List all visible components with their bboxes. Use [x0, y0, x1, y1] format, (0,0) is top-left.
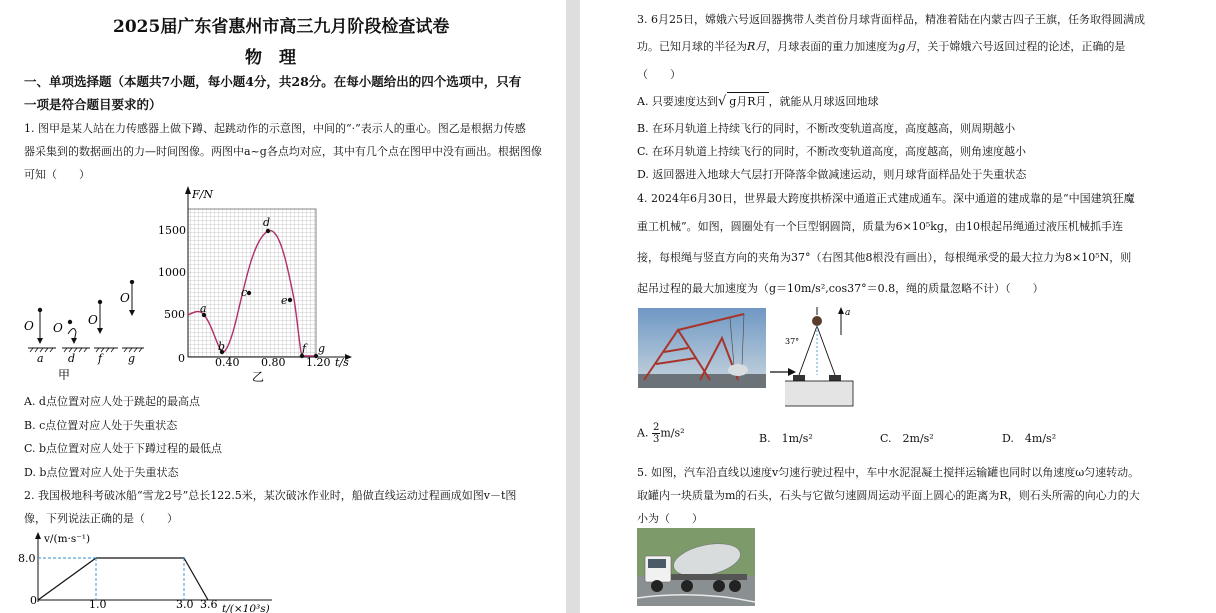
exam-title: 2025届广东省惠州市高三九月阶段检查试卷	[113, 17, 450, 37]
svg-text:0.80: 0.80	[261, 356, 286, 369]
q3-stem-line3: （ ）	[637, 68, 681, 81]
q4-force-diagram	[785, 305, 865, 410]
svg-text:d: d	[263, 216, 271, 229]
q4-stem-line3: 接，每根绳与竖直方向的夹角为37°（右图其他8根没有画出），每根绳承受的最大拉力为8×10⁵N，则	[637, 251, 1132, 264]
svg-text:d: d	[68, 352, 76, 365]
svg-text:0.40: 0.40	[215, 356, 240, 369]
svg-text:f: f	[98, 352, 103, 365]
fig-yi-x-axis-label: t/s	[335, 356, 349, 369]
figure-yi-force-time	[150, 184, 360, 386]
q4-stem-line2: 重工机械”。如图，圆圈处有一个巨型钢圆筒，质量为6×10⁵kg，由10根起吊绳通过液压机械抓手连	[637, 220, 1123, 233]
q3-option-a: A. 只要速度达到√ g月R月 ，就能从月球返回地球	[637, 94, 879, 109]
svg-text:O: O	[53, 321, 63, 335]
q1-stem-line3: 可知（ ）	[24, 168, 90, 181]
q4-stem-line1: 4. 2024年6月30日，世界最大跨度拱桥深中通道正式建成通车。深中通道的建成靠的是“中国建筑狂魔	[637, 192, 1135, 205]
svg-text:1000: 1000	[158, 266, 186, 279]
svg-text:8.0: 8.0	[18, 552, 36, 565]
fig-yi-caption: 乙	[252, 370, 265, 384]
svg-text:a: a	[37, 352, 44, 365]
angle-label: 37°	[785, 337, 800, 346]
fig-yi-y-axis-label: F/N	[192, 188, 213, 201]
svg-text:O: O	[88, 313, 98, 327]
q4-option-d: D. 4m/s²	[1002, 432, 1057, 445]
fig-jia-caption: 甲	[58, 368, 71, 380]
figure-jia	[20, 280, 150, 380]
svg-text:1500: 1500	[158, 224, 186, 237]
svg-text:a: a	[845, 308, 851, 318]
svg-text:0: 0	[178, 352, 185, 365]
section-heading: 一、单项选择题（本题共7小题，每小题4分，共28分。在每小题给出的四个选项中，只有	[24, 74, 522, 89]
q1-stem-line1: 1. 图甲是某人站在力传感器上做下蹲、起跳动作的示意图，中间的“·”表示人的重心。图乙是根据力传感	[24, 122, 526, 135]
q4-option-a: A. $\frac{2}{3}$ m/s²	[637, 422, 685, 445]
svg-text:g: g	[128, 352, 136, 365]
mixer-truck-photo	[637, 528, 755, 606]
svg-text:1.0: 1.0	[89, 598, 107, 611]
q3-option-c: C. 在环月轨道上持续飞行的同时，不断改变轨道高度，高度越高，则角速度越小	[637, 145, 1027, 158]
q4-stem-line4: 起吊过程的最大加速度为（g＝10m/s²,cos37°＝0.8，绳的质量忽略不计）（ ）	[637, 282, 1044, 295]
q4-option-c: C. 2m/s²	[880, 432, 934, 445]
q1-stem-line2: 器采集到的数据画出的力—时间图像。两图中a~g各点均对应，其中有几个点在图甲中没有画出。根据图像	[24, 145, 542, 158]
q2-vt-graph	[10, 528, 280, 613]
svg-text:b: b	[218, 340, 226, 353]
svg-text:t/(×10³s): t/(×10³s)	[222, 603, 270, 613]
left-page	[0, 0, 566, 613]
page-gap	[566, 0, 580, 613]
subject-title: 物 理	[245, 48, 296, 68]
q5-stem-line1: 5. 如图，汽车沿直线以速度v匀速行驶过程中，车中水泥混凝土搅拌运输罐也同时以角速度ω匀速转动。	[637, 466, 1140, 479]
svg-text:v/(m·s⁻¹): v/(m·s⁻¹)	[44, 533, 91, 545]
q1-option-a: A. d点位置对应人处于跳起的最高点	[24, 395, 200, 408]
section-heading-cont: 一项是符合题目要求的）	[24, 97, 162, 112]
q1-option-b: B. c点位置对应人处于失重状态	[24, 419, 178, 432]
svg-text:0: 0	[30, 594, 37, 607]
svg-text:O: O	[120, 291, 130, 305]
q5-stem-line2: 取罐内一块质量为m的石头，石头与它做匀速圆周运动平面上圆心的距离为R，则石头所需的向心力的大	[637, 489, 1140, 502]
q5-stem-line3: 小为（ ）	[637, 512, 703, 525]
fig-jia-o: O	[24, 319, 34, 333]
svg-text:f: f	[302, 342, 307, 355]
svg-text:3.0: 3.0	[176, 598, 194, 611]
svg-text:a: a	[200, 302, 207, 315]
sqrt-radicand: g月R月	[727, 92, 768, 109]
q1-option-d: D. b点位置对应人处于失重状态	[24, 466, 179, 479]
q3-stem-line1: 3. 6月25日，嫦娥六号返回器携带人类首份月球背面样品，精准着陆在内蒙古四子王旗，任务取得圆满成	[637, 13, 1145, 26]
q3-stem-line2: 功。已知月球的半径为R月，月球表面的重力加速度为g月，关于嫦娥六号返回过程的论述，正确的是	[637, 40, 1126, 53]
q3-option-d: D. 返回器进入地球大气层打开降落伞做减速运动，则月球背面样品处于失重状态	[637, 168, 1027, 181]
svg-text:c: c	[241, 286, 248, 299]
q4-option-b: B. 1m/s²	[759, 432, 813, 445]
q2-stem-line2: 像，下列说法正确的是（ ）	[24, 512, 178, 525]
q1-option-c: C. b点位置对应人处于下蹲过程的最低点	[24, 442, 223, 455]
right-page	[580, 0, 1216, 613]
svg-text:e: e	[281, 294, 288, 307]
svg-text:g: g	[318, 342, 326, 355]
q2-stem-line1: 2. 我国极地科考破冰船“雪龙2号”总长122.5米，某次破冰作业时，船做直线运动过程画成如图v－t图	[24, 489, 517, 502]
crane-photo	[638, 308, 766, 388]
fraction-2-3: $\frac{2}{3}$	[652, 422, 660, 445]
svg-text:3.6: 3.6	[200, 598, 218, 611]
svg-text:1.20: 1.20	[306, 356, 331, 369]
svg-text:500: 500	[164, 308, 185, 321]
q3-option-b: B. 在环月轨道上持续飞行的同时，不断改变轨道高度，高度越高，则周期越小	[637, 122, 1016, 135]
